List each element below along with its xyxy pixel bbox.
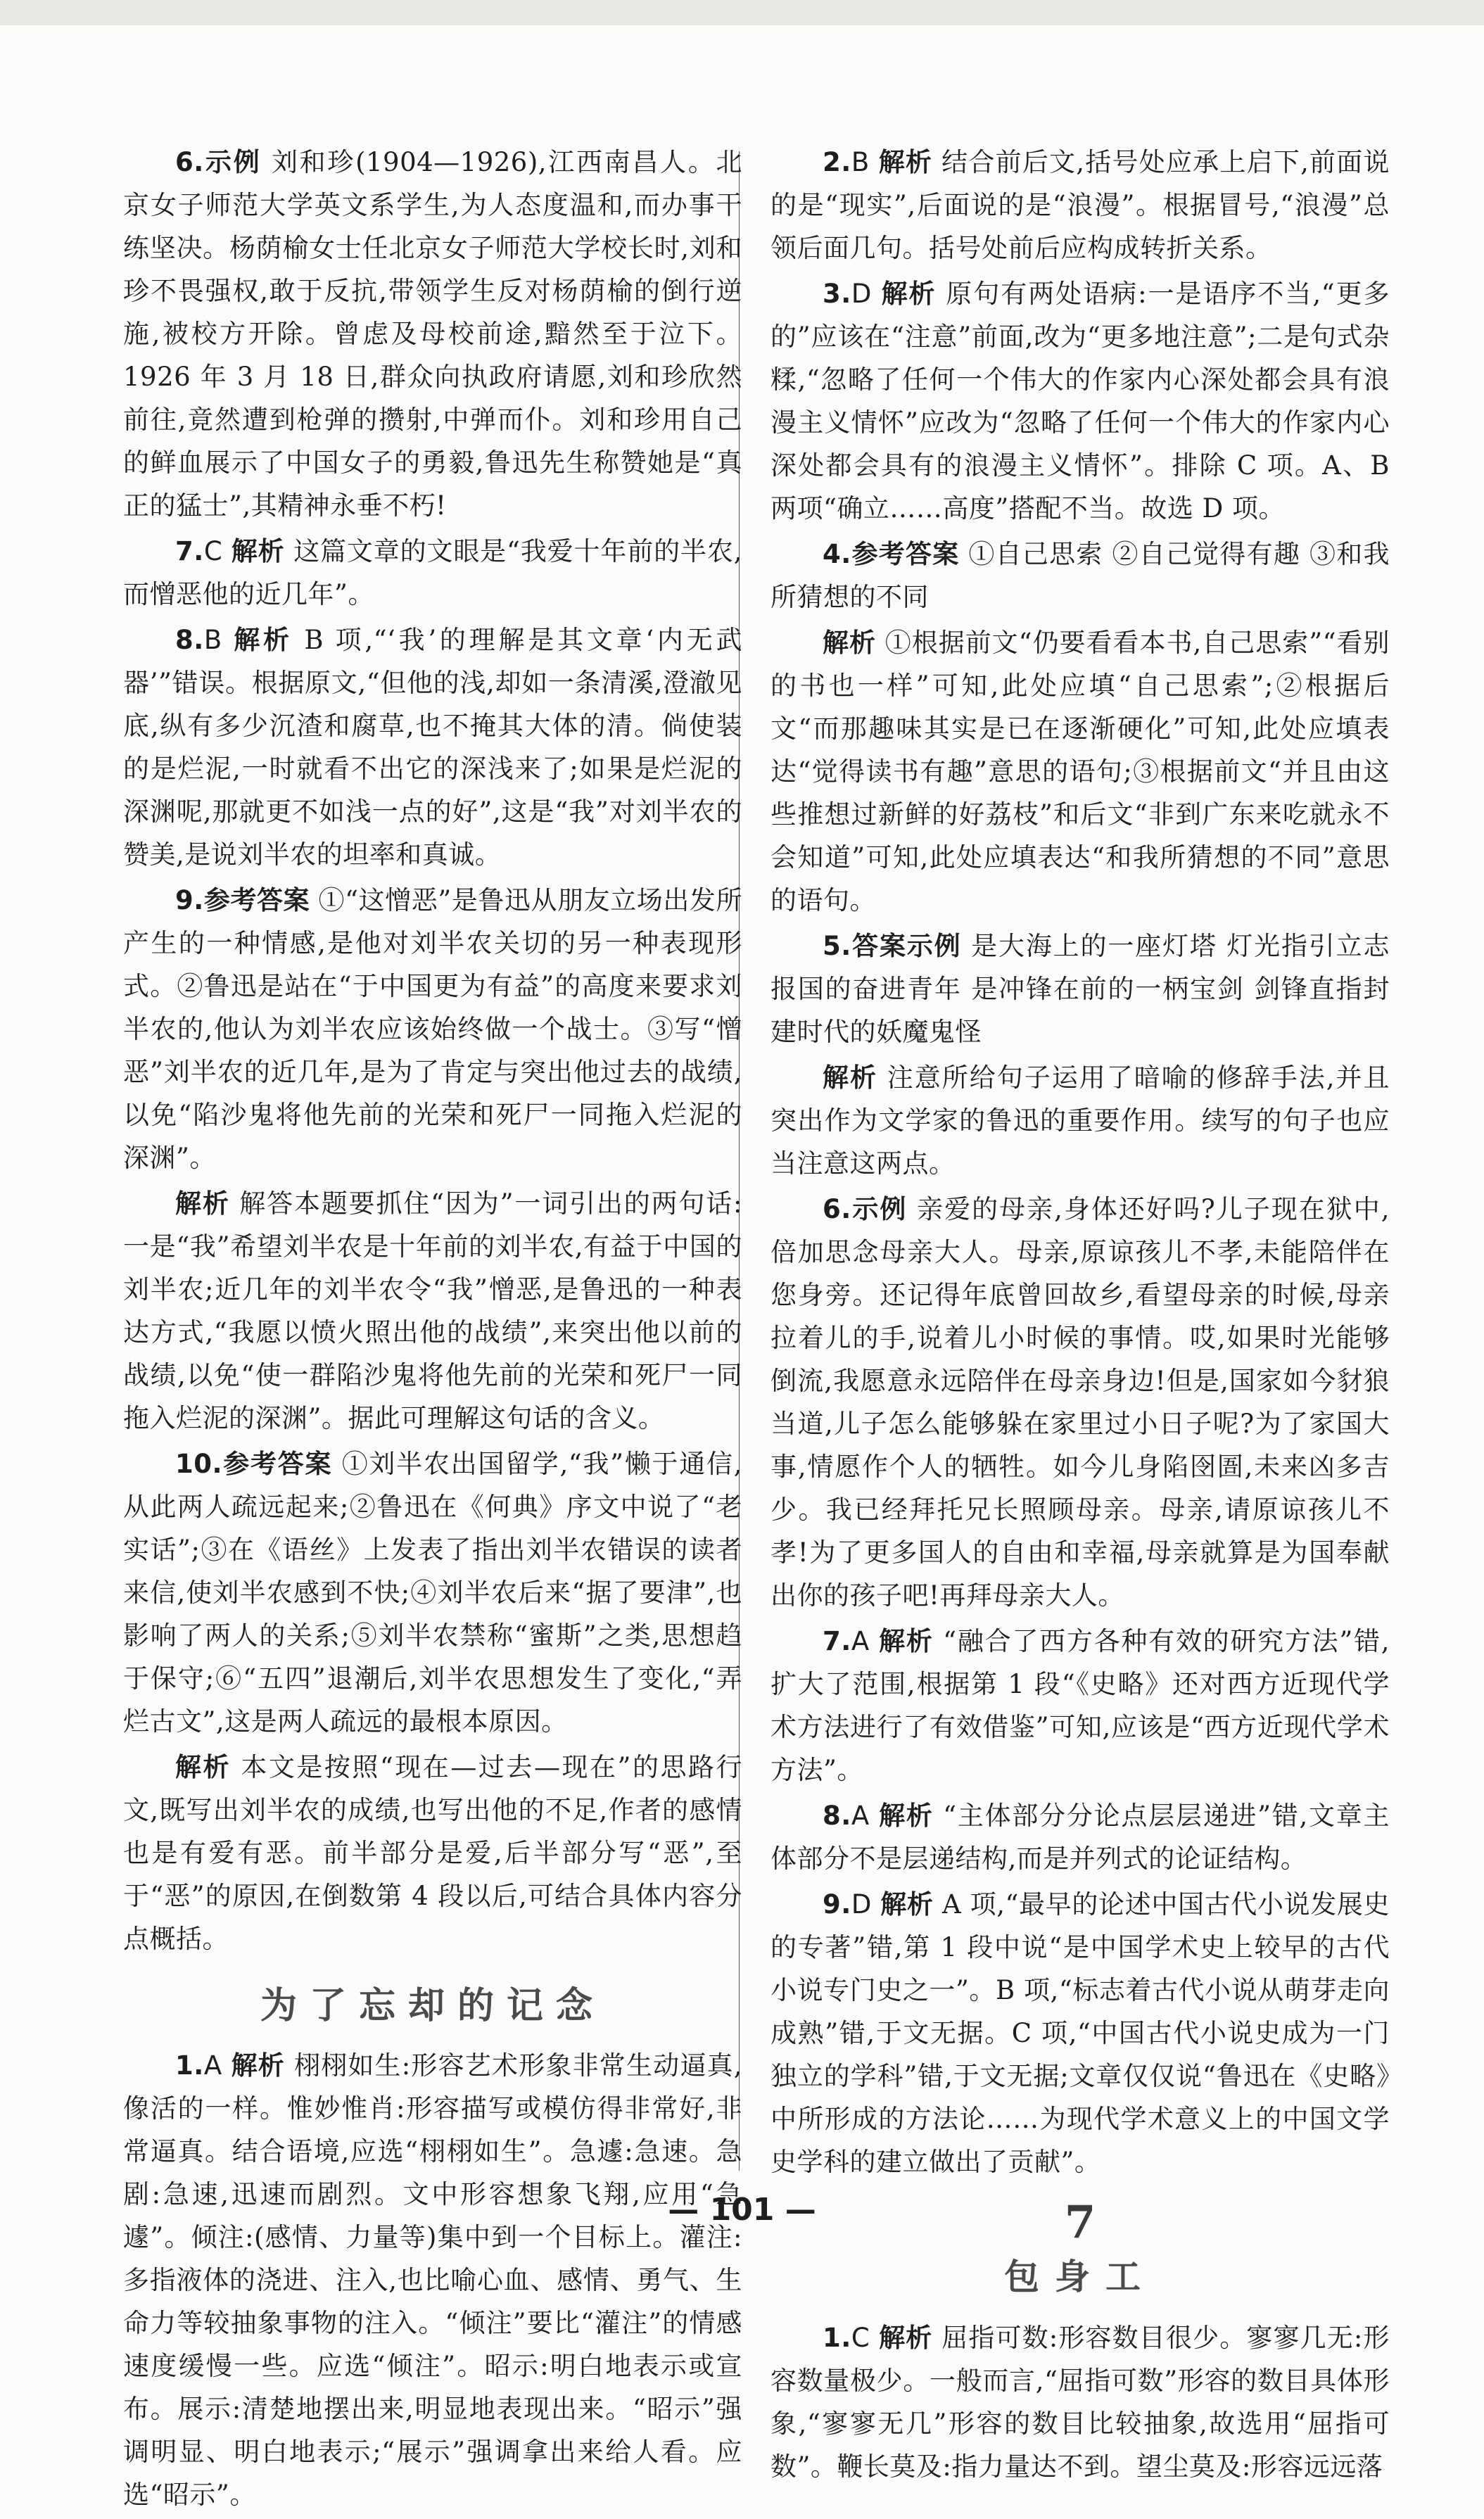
item-number: 8. [175,625,204,655]
item-label: 示例 [203,147,262,177]
answer-c1 [770,2316,1390,2488]
item-label: 答案示例 [851,931,962,961]
answer-s5 [770,925,1390,1053]
item-text: 栩栩如生:形容艺术形象非常生动逼真,像活的一样。惟妙惟肖:形容描写或模仿得非常好,非常逼真。结合语境,应选“栩栩如生”。急遽:急速。急剧:急速,迅速而剧烈。文中形容想象飞翔,应用“急遽”。倾注:(感情、力量等)集中到一个目标上。灌注:多指液体的浇进、注入,也比喻心血、感情、勇气、生命力等较抽象事物的注入。“倾注”要比“灌注”的情感速度缓慢一些。应选“倾注”。昭示:明白地表示或宣布。展示:清楚地摆出来,明显地表现出来。“昭示”强调明显、明白地表示;“展示”强调拿出来给人看。应选“昭示”。 [123,2050,743,2510]
analysis-text: 本文是按照“现在—过去—现在”的思路行文,既写出刘半农的成绩,也写出他的不足,作者的感情也是有爱有恶。前半部分是爱,后半部分写“恶”,至于“恶”的原因,在倒数第 4 段以后,可结合具体内容分点概括。 [123,1752,742,1954]
item-answer: A [851,1801,870,1831]
item-text: 结合前后文,括号处应承上启下,前面说的是“现实”,后面说的是“浪漫”。根据冒号,“浪漫”总领后面几句。括号处前后应构成转折关系。 [770,147,1390,263]
analysis-label: 解析 [823,1062,877,1093]
item-number: 9. [175,885,204,915]
answer-s9 [770,1883,1390,2183]
analysis-label: 解析 [823,628,876,658]
item-number: 1. [175,2050,204,2081]
item-label: 解析 [234,625,293,655]
chapter-number: 7 [1064,2196,1096,2249]
answer-s7 [770,1620,1390,1791]
item-number: 5. [823,931,851,961]
item-text: “主体部分分论点层层递进”错,文章主体部分不是层递结构,而是并列式的论证结构。 [770,1801,1390,1874]
answer-q9 [123,879,742,1179]
item-number: 3. [823,279,851,309]
item-answer: D [851,1889,872,1920]
answer-s2 [770,141,1390,269]
item-text: 是大海上的一座灯塔 灯光指引立志报国的奋进青年 是冲锋在前的一柄宝剑 剑锋直指封建时代的妖魔鬼怪 [770,931,1390,1047]
analysis-s4 [770,621,1390,922]
item-text: 这篇文章的文眼是“我爱十年前的半农,而憎恶他的近几年”。 [123,536,742,609]
right-column [770,141,1390,2491]
analysis-s5 [770,1056,1390,1185]
item-label: 解析 [879,1801,934,1831]
section-title: 为了忘却的记念 [260,1984,605,2027]
item-answer: D [851,279,872,309]
item-answer: A [203,2050,222,2081]
item-number: 8. [823,1801,851,1831]
answer-s4 [770,533,1390,618]
answer-q6 [123,141,742,527]
answer-s6 [770,1188,1390,1617]
answer-s8 [770,1794,1390,1880]
item-number: 4. [823,539,851,569]
answer-s3 [770,272,1390,530]
item-label: 解析 [879,2323,933,2353]
item-text: ①“这憎恶”是鲁迅从朋友立场出发所产生的一种情感,是他对刘半农关切的另一种表现形式。②鲁迅是站在“于中国更为有益”的高度来要求刘半农的,他认为刘半农应该始终做一个战士。③写“憎恶”刘半农的近几年,是为了肯定与突出他过去的战绩,以免“陷沙鬼将他先前的光荣和死尸一同拖入烂泥的深渊”。 [123,885,742,1173]
item-text: ①刘半农出国留学,“我”懒于通信,从此两人疏远起来;②鲁迅在《何典》序文中说了“老实话”;③在《语丝》上发表了指出刘半农错误的读者来信,使刘半农感到不快;④刘半农后来“据了要津”,也影响了两人的关系;⑤刘半农禁称“蜜斯”之类,思想趋于保守;⑥“五四”退潮后,刘半农思想发生了变化,“弄烂古文”,这是两人疏远的最根本原因。 [123,1449,743,1737]
item-label: 解析 [878,147,933,177]
item-number: 6. [175,147,204,177]
left-column [123,141,742,2519]
item-answer: A [851,1626,870,1656]
item-label: 解析 [881,279,937,309]
item-text: 原句有两处语病:一是语序不当,“更多的”应该在“注意”前面,改为“更多地注意”;二是句式杂糅,“忽略了任何一个伟大的作家内心深处都会具有浪漫主义情怀”应改为“忽略了任何一个伟大的作家内心深处都会具有的浪漫主义情怀”。排除 C 项。A、B 两项“确立……高度”搭配不当。故选 D 项。 [770,279,1390,524]
item-number: 10. [175,1449,223,1479]
answer-s1 [123,2044,742,2516]
item-text: 亲爱的母亲,身体还好吗?儿子现在狱中,倍加思念母亲大人。母亲,原谅孩儿不孝,未能陪伴在您身旁。还记得年底曾回故乡,看望母亲的时候,母亲拉着儿的手,说着儿小时候的事情。哎,如果时光能够倒流,我愿意永远陪伴在母亲身边!但是,国家如今豺狼当道,儿子怎么能够躲在家里过小日子呢?为了家国大事,情愿作个人的牺牲。如今儿身陷囹圄,未来凶多吉少。我已经拜托兄长照顾母亲。母亲,请原谅孩儿不孝!为了更多国人的自由和幸福,母亲就算是为国奉献出你的孩子吧!再拜母亲大人。 [770,1194,1390,1611]
item-label: 解析 [880,1889,934,1920]
item-number: 9. [823,1889,851,1920]
item-label: 参考答案 [851,539,960,569]
item-answer: C [203,536,223,566]
analysis-text: 解答本题要抓住“因为”一词引出的两句话:一是“我”希望刘半农是十年前的刘半农,有益于中国的刘半农;近几年的刘半农令“我”憎恶,是鲁迅的一种表达方式,“我愿以愤火照出他的战绩”,来突出他以前的战绩,以免“使一群陷沙鬼将他先前的光荣和死尸一同拖入烂泥的深渊”。据此可理解这句话的含义。 [123,1188,743,1433]
item-text: 刘和珍(1904—1926),江西南昌人。北京女子师范大学英文系学生,为人态度温和,而办事干练坚决。杨荫榆女士任北京女子师范大学校长时,刘和珍不畏强权,敢于反抗,带领学生反对杨荫榆的倒行逆施,被校方开除。曾虑及母校前途,黯然至于泣下。1926 年 3 月 18 日,群众向执政府请愿,刘和珍欣然前往,竟然遭到枪弹的攒射,中弹而仆。刘和珍用自己的鲜血展示了中国女子的勇毅,鲁迅先生称赞她是“真正的猛士”,其精神永垂不朽! [123,147,743,521]
answer-q7 [123,530,742,616]
item-label: 参考答案 [222,1449,333,1479]
analysis-q9 [123,1182,742,1440]
item-label: 解析 [231,2050,285,2081]
analysis-label: 解析 [175,1752,232,1782]
answer-q8 [123,618,742,876]
item-number: 6. [823,1194,851,1224]
item-number: 7. [175,536,204,566]
item-number: 7. [823,1626,851,1656]
answer-q10 [123,1442,742,1743]
item-label: 示例 [851,1194,908,1224]
item-answer: B [851,147,870,177]
page-number: — 101 — [668,2192,816,2228]
item-number: 2. [823,147,851,177]
item-answer: C [851,2323,870,2353]
item-text: “融合了西方各种有效的研究方法”错,扩大了范围,根据第 1 段“《史略》还对西方近现代学术方法进行了有效借鉴”可知,应该是“西方近现代学术方法”。 [770,1626,1390,1785]
item-text: B 项,“‘我’的理解是其文章‘内无武器’”错误。根据原文,“但他的浅,却如一条清溪,澄澈见底,纵有多少沉渣和腐草,也不掩其大体的清。倘使装的是烂泥,一时就看不出它的深浅来了;如果是烂泥的深渊呢,那就更不如浅一点的好”,这是“我”对刘半农的赞美,是说刘半农的坦率和真诚。 [123,625,742,870]
item-label: 解析 [879,1626,934,1656]
analysis-text: 注意所给句子运用了暗喻的修辞手法,并且突出作为文学家的鲁迅的重要作用。续写的句子也应当注意这两点。 [770,1062,1390,1179]
chapter-title: 包身工 [1004,2256,1156,2297]
item-label: 参考答案 [203,885,310,915]
item-answer: B [203,625,222,655]
item-label: 解析 [231,536,285,566]
analysis-label: 解析 [175,1188,230,1219]
item-text: ①自己思索 ②自己觉得有趣 ③和我所猜想的不同 [770,539,1390,612]
item-number: 1. [823,2323,851,2353]
analysis-text: ①根据前文“仍要看看本书,自己思索”“看别的书也一样”可知,此处应填“自己思索”;②根据后文“而那趣味其实是已在逐渐硬化”可知,此处应填表达“觉得读书有趣”意思的语句;③根据前文“并且由这些推想过新鲜的好荔枝”和后文“非到广东来吃就永不会知道”可知,此处应填表达“和我所猜想的不同”意思的语句。 [770,628,1390,915]
item-text: 屈指可数:形容数目很少。寥寥几无:形容数量极少。一般而言,“屈指可数”形容的数目具体形象,“寥寥无几”形容的数目比较抽象,故选用“屈指可数”。鞭长莫及:指力量达不到。望尘莫及:形容远远落 [770,2323,1390,2482]
scan-top-band [0,0,1484,25]
analysis-q10 [123,1746,742,1960]
item-text: A 项,“最早的论述中国古代小说发展史的专著”错,第 1 段中说“是中国学术史上较早的古代小说专门史之一”。B 项,“标志着古代小说从萌芽走向成熟”错,于文无据。C 项,“中国古代小说史成为一门独立的学科”错,于文无据;文章仅仅说“鲁迅在《史略》中所形成的方法论……为现代学术意义上的中国文学史学科的建立做出了贡献”。 [770,1889,1390,2177]
